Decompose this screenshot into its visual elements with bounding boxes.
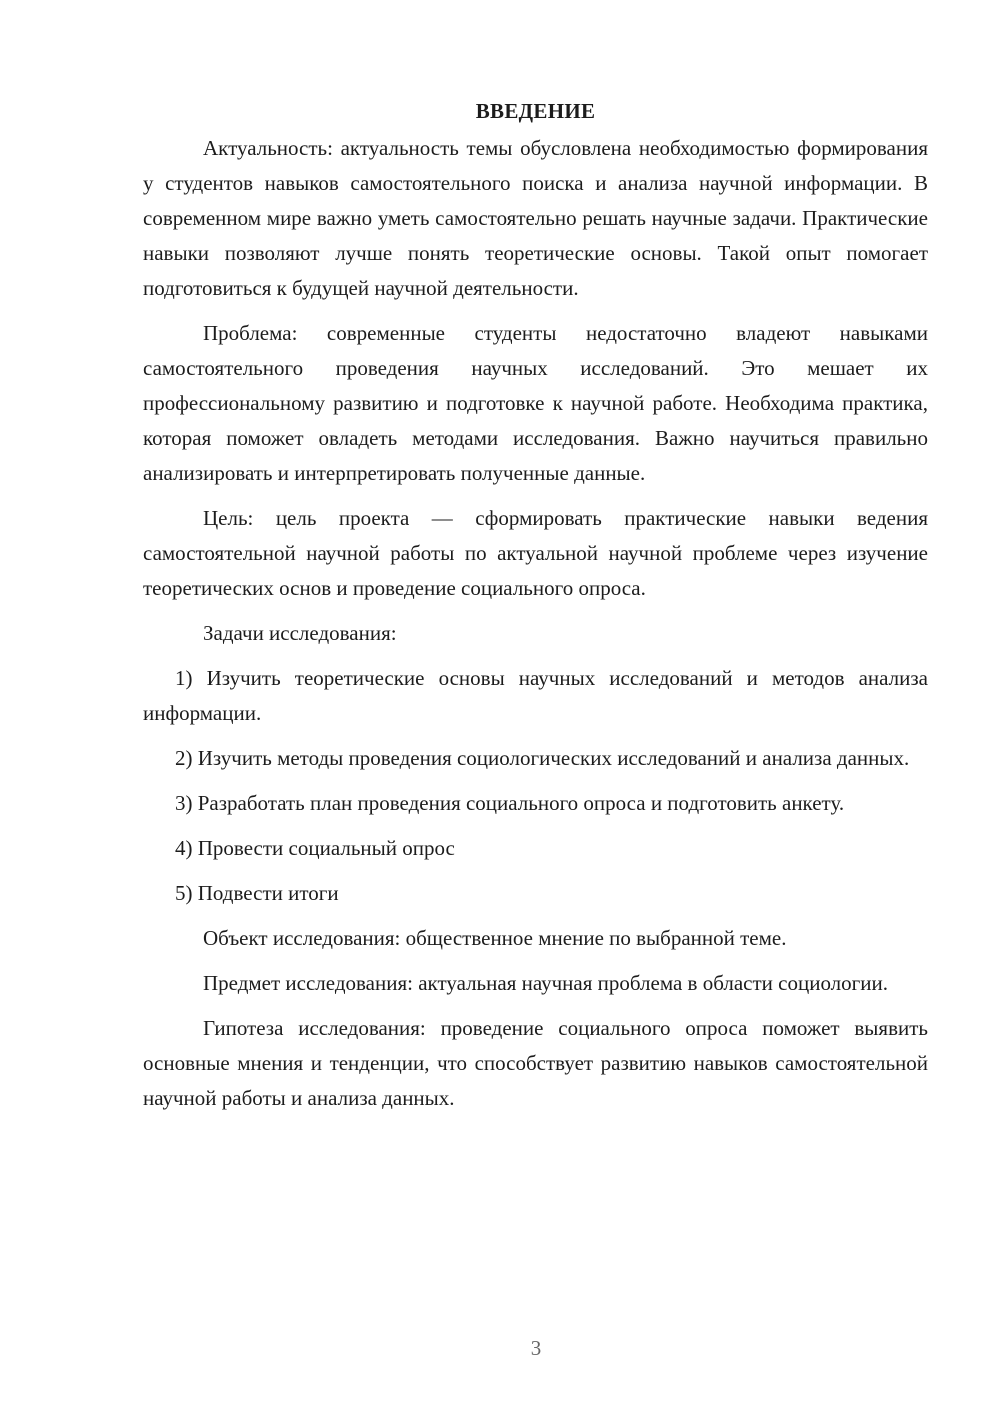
hypothesis-paragraph: Гипотеза исследования: проведение социального опроса поможет выявить основные мнения и тенденции, что способствует развитию навыков самостоятельной научной работы и анализа данных. [143,1016,928,1110]
page-content [143,96,928,1116]
page-number: 3 [530,1336,542,1360]
task-item-4: 4) Провести социальный опрос [175,836,455,860]
goal-paragraph: Цель: цель проекта — сформировать практические навыки ведения самостоятельной научной работы по актуальной научной проблеме через изучение теоретических основ и проведение социального опроса. [143,506,928,600]
object-paragraph: Объект исследования: общественное мнение по выбранной теме. [203,926,787,950]
problem-paragraph: Проблема: современные студенты недостаточно владеют навыками самостоятельного проведения научных исследований. Это мешает их профессиональному развитию и подготовке к научной работе. Необходима практика, которая поможет овладеть методами исследования. Важно научиться правильно анализировать и интерпретировать полученные данные. [143,321,928,485]
task-item-1: 1) Изучить теоретические основы научных исследований и методов анализа информации. [143,666,928,725]
task-item-2: 2) Изучить методы проведения социологических исследований и анализа данных. [175,746,910,770]
page-title: ВВЕДЕНИЕ [475,99,596,123]
subject-paragraph: Предмет исследования: актуальная научная проблема в области социологии. [203,971,888,995]
task-item-3: 3) Разработать план проведения социального опроса и подготовить анкету. [175,791,845,815]
task-item-5: 5) Подвести итоги [175,881,339,905]
tasks-heading: Задачи исследования: [203,621,397,645]
relevance-paragraph: Актуальность: актуальность темы обусловлена необходимостью формирования у студентов навыков самостоятельного поиска и анализа научной информации. В современном мире важно уметь самостоятельно решать научные задачи. Практические навыки позволяют лучше понять теоретические основы. Такой опыт помогает подготовиться к будущей научной деятельности. [143,136,928,300]
